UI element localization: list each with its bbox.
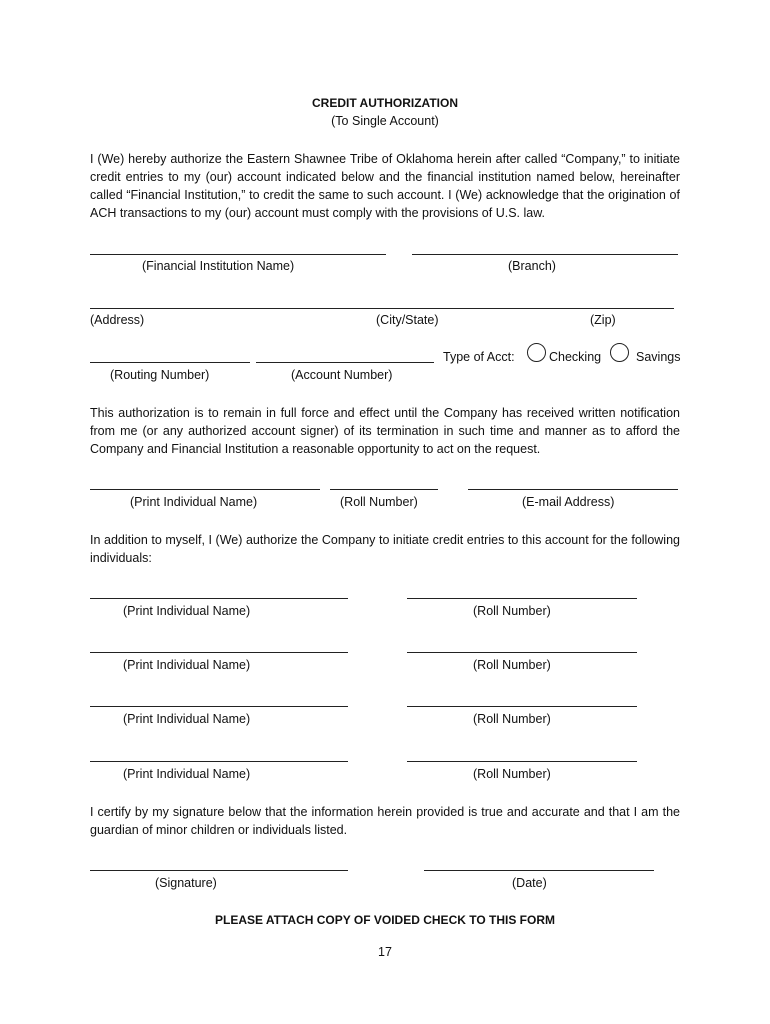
date-label: (Date) (512, 876, 547, 890)
individual-4-roll-field[interactable] (407, 761, 637, 762)
print-name-label: (Print Individual Name) (130, 495, 258, 509)
page-number: 17 (378, 945, 392, 959)
individual-1-roll-label: (Roll Number) (473, 604, 551, 618)
individual-4-roll-label: (Roll Number) (473, 767, 551, 781)
individual-3-name-field[interactable] (90, 706, 348, 707)
individual-3-roll-label: (Roll Number) (473, 712, 551, 726)
intro-paragraph: I (We) hereby authorize the Eastern Shawnee Tribe of Oklahoma herein after called “Company,” to initiate credit entries to my (our) account indicated below and the financial institution named below, hereinafter called “Financial Institution,” to credit the same to such account. I (We) acknowledge that the origination of ACH transactions to my (our) account must comply with the provisions of U.S. law. (90, 152, 680, 220)
routing-number-label: (Routing Number) (110, 368, 210, 382)
individual-1-name-field[interactable] (90, 598, 348, 599)
individual-1-roll-field[interactable] (407, 598, 637, 599)
address-field[interactable] (90, 308, 674, 309)
account-number-label: (Account Number) (291, 368, 393, 382)
checking-label: Checking (549, 350, 602, 364)
financial-institution-name-label: (Financial Institution Name) (142, 259, 295, 273)
page-title: CREDIT AUTHORIZATION (312, 96, 458, 110)
authorization-paragraph: This authorization is to remain in full force and effect until the Company has received written notification from me (or any authorized account signer) of its termination in such time and manner as to afford the Company and Financial Institution a reasonable opportunity to act on the request. (90, 406, 680, 456)
individual-3-name-label: (Print Individual Name) (123, 712, 251, 726)
account-number-field[interactable] (256, 362, 434, 363)
individual-3-roll-field[interactable] (407, 706, 637, 707)
savings-label: Savings (636, 350, 681, 364)
certify-paragraph: I certify by my signature below that the information herein provided is true and accurate and that I am the guardian of minor children or individuals listed. (90, 805, 680, 837)
roll-number-label: (Roll Number) (340, 495, 418, 509)
email-field[interactable] (468, 489, 678, 490)
individual-1-name-label: (Print Individual Name) (123, 604, 251, 618)
branch-field[interactable] (412, 254, 678, 255)
roll-number-field[interactable] (330, 489, 438, 490)
print-name-field[interactable] (90, 489, 320, 490)
page-subtitle: (To Single Account) (331, 114, 439, 128)
individual-4-name-label: (Print Individual Name) (123, 767, 251, 781)
additional-paragraph: In addition to myself, I (We) authorize the Company to initiate credit entries to this account for the following individuals: (90, 533, 680, 565)
savings-radio[interactable] (610, 343, 629, 362)
individual-4-name-field[interactable] (90, 761, 348, 762)
city-state-label: (City/State) (376, 313, 439, 327)
individual-2-roll-label: (Roll Number) (473, 658, 551, 672)
individual-2-name-field[interactable] (90, 652, 348, 653)
zip-label: (Zip) (590, 313, 616, 327)
checking-radio[interactable] (527, 343, 546, 362)
email-label: (E-mail Address) (522, 495, 615, 509)
individual-2-roll-field[interactable] (407, 652, 637, 653)
individual-2-name-label: (Print Individual Name) (123, 658, 251, 672)
signature-field[interactable] (90, 870, 348, 871)
attach-notice: PLEASE ATTACH COPY OF VOIDED CHECK TO THIS FORM (214, 913, 556, 927)
financial-institution-name-field[interactable] (90, 254, 386, 255)
date-field[interactable] (424, 870, 654, 871)
address-label: (Address) (90, 313, 145, 327)
routing-number-field[interactable] (90, 362, 250, 363)
type-of-acct-label: Type of Acct: (443, 350, 515, 364)
branch-label: (Branch) (508, 259, 556, 273)
signature-label: (Signature) (155, 876, 217, 890)
